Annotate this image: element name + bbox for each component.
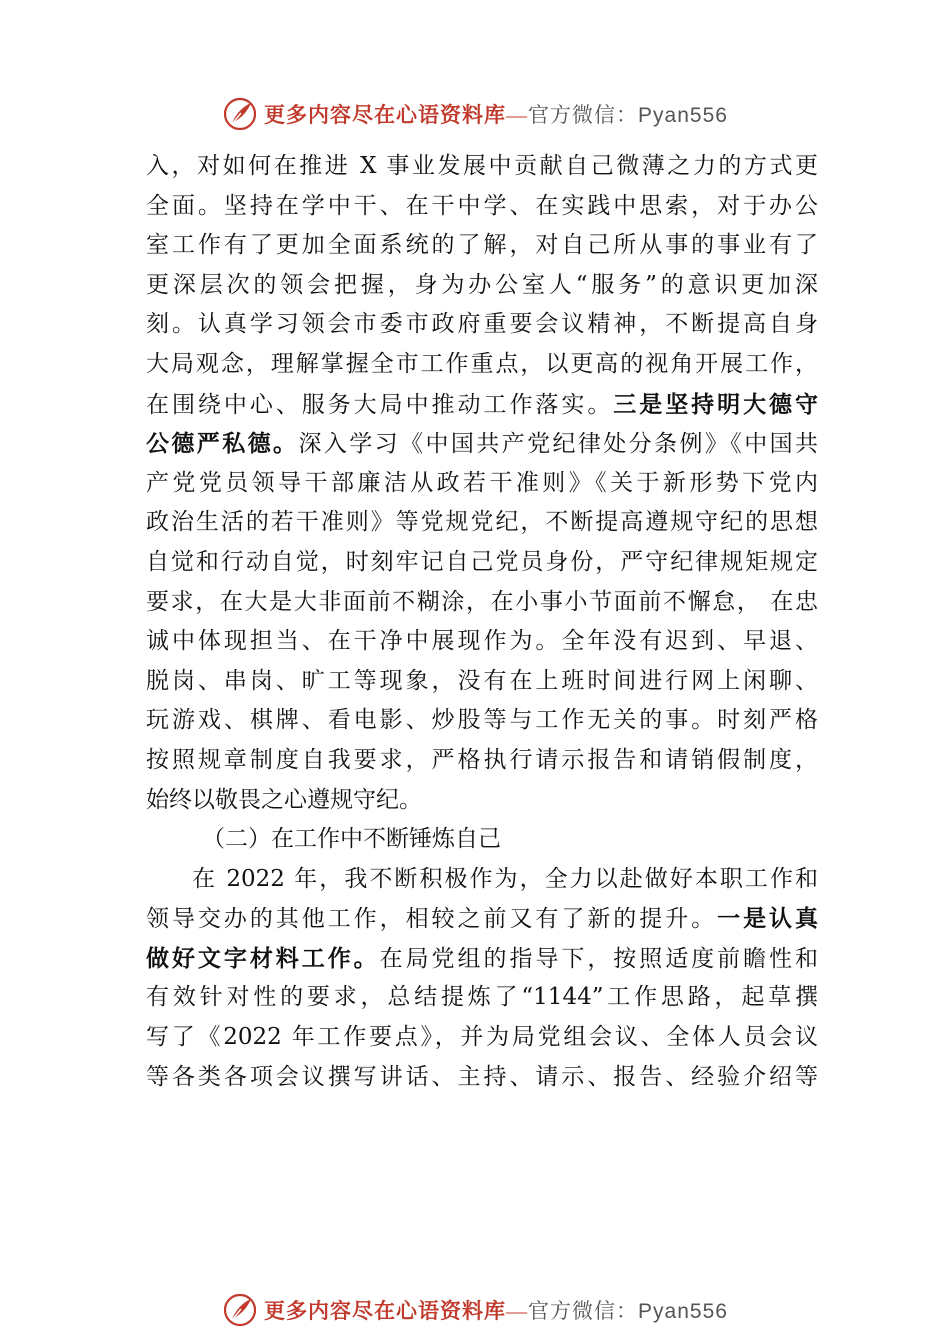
footer-wechat-label: 官方微信： [528,1299,639,1323]
body-line: 诚中体现担当、在干净中展现作为。全年没有迟到、早退、 [146,628,818,655]
body-line: 更深层次的领会把握，身为办公室人“服务”的意识更加深 [146,271,818,298]
body-text: 领导交办的其他工作，相较之前又有了新的提升。 [146,906,718,933]
body-line: 玩游戏、棋牌、看电影、炒股等与工作无关的事。时刻严格 [146,707,818,734]
bold-point-one-end: 做好文字材料工作。 [146,944,380,972]
header-main-text: 更多内容尽在心语资料库 [264,102,507,127]
body-line [146,424,818,464]
body-line: 刻。认真学习领会市委市政府重要会议精神，不断提高自身 [146,311,818,338]
bold-point-three: 三是坚持明大德守 [613,390,818,418]
body-line: 有效针对性的要求，总结提炼了“1144”工作思路，起草撰 [146,984,818,1011]
body-line: 入，对如何在推进 X 事业发展中贡献自己微薄之力的方式更 [146,153,818,179]
document-body [146,147,818,1097]
footer-wechat-id: Pyan556 [638,1300,728,1323]
feather-pen-logo-icon [222,1292,258,1328]
body-line: 按照规章制度自我要求，严格执行请示报告和请销假制度， [146,746,818,773]
footer-dash: — [506,1299,529,1323]
header-wechat-id: Pyan556 [638,104,728,127]
header-banner-text [264,99,728,129]
body-line: 政治生活的若干准则》等党规党纪，不断提高遵规守纪的思想 [146,509,818,536]
body-line: 室工作有了更加全面系统的了解，对自己所从事的事业有了 [146,232,818,259]
feather-pen-logo-icon [222,96,258,132]
body-line: 全面。坚持在学中干、在干中学、在实践中思索，对于办公 [146,192,818,219]
body-line: 要求，在大是大非面前不糊涂，在小事小节面前不懈怠， 在忠 [146,588,818,615]
bold-point-three-end: 公德严私德。 [146,430,299,458]
header-wechat-label: 官方微信： [528,103,639,127]
footer-main-text: 更多内容尽在心语资料库 [264,1298,507,1323]
header-dash: — [506,103,529,127]
body-line [146,385,818,425]
body-line: 脱岗、串岗、旷工等现象，没有在上班时间进行网上闲聊、 [146,667,818,694]
body-line: 始终以敬畏之心遵规守纪。 [146,786,422,813]
body-line [146,939,818,979]
body-line: 自觉和行动自觉，时刻牢记自己党员身份，严守纪律规矩规定 [146,548,818,575]
header-banner [0,94,950,134]
footer-banner-text [264,1295,728,1325]
body-line [146,899,818,939]
body-line: 大局观念，理解掌握全市工作重点，以更高的视角开展工作， [146,350,818,377]
body-line: 等各类各项会议撰写讲话、主持、请示、报告、经验介绍等 [146,1063,818,1090]
body-line: 在 2022 年，我不断积极作为，全力以赴做好本职工作和 [192,865,818,892]
section-heading: （二）在工作中不断锤炼自己 [202,826,501,853]
body-text: 在围绕中心、服务大局中推动工作落实。 [146,391,614,418]
body-text: 深入学习《中国共产党纪律处分条例》《中国共 [298,431,818,458]
body-line: 产党党员领导干部廉洁从政若干准则》《关于新形势下党内 [146,469,818,496]
footer-banner [0,1290,950,1330]
body-line: 写了《2022 年工作要点》，并为局党组会议、全体人员会议 [146,1024,818,1051]
bold-point-one: 一是认真 [717,905,818,933]
body-text: 在局党组的指导下，按照适度前瞻性和 [379,945,818,972]
